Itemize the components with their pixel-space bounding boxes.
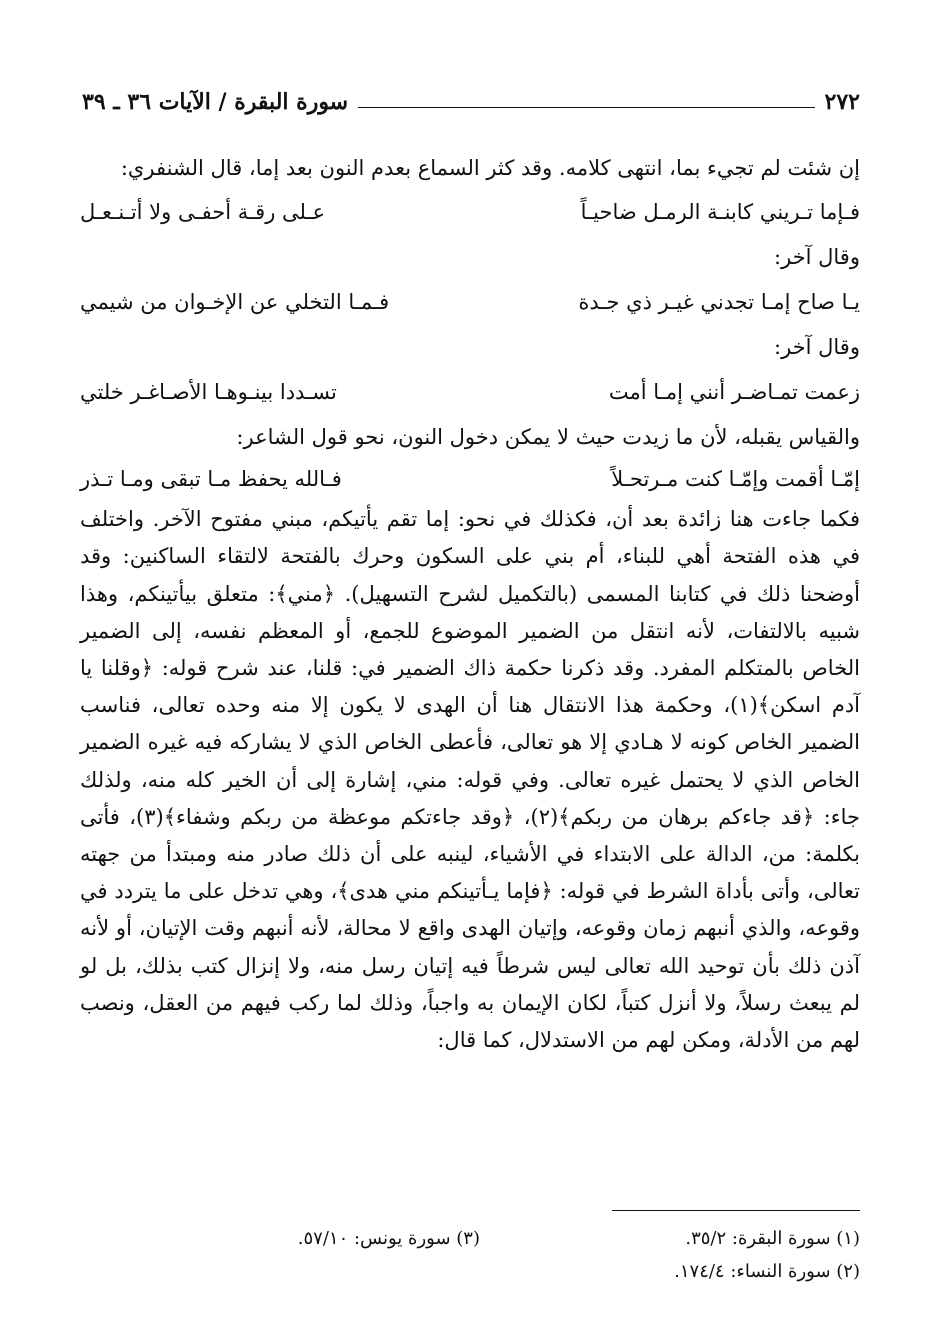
verse-3-first-hemistich: زعمت تمـاضـر أنني إمـا أمت [608,379,860,404]
paragraph-1: إن شئت لم تجيء بما، انتهى كلامه. وقد كثر السماع بعدم النون بعد إما، قال الشنفري: [120,156,860,180]
footnote-3: (٣) سورة يونس: ٥٧/١٠. [297,1228,480,1249]
verse-2-intro: وقال آخر: [774,245,860,270]
footnote-2: (٢) سورة النساء: ١٧٤/٤. [674,1261,860,1282]
paragraph-3: فكما جاءت هنا زائدة بعد أن، فكذلك في نحو: إما تقم يأتيكم، مبني مفتوح الآخر. واختلف في هذه الفتحة أهي للبناء، أم بني على السكون وحرك بالفتحة لالتقاء الساكنين: وقد أوضحنا ذلك في كتابنا المسمى (بالتكميل لشرح التسهيل). ﴿مني﴾: متعلق بيأتينكم، وهذا شبيه بالالتفات، لأنه انتقل من الضمير الموضوع للجمع، أو المعظم نفسه، إلى الضمير الخاص بالمتكلم المفرد. وقد ذكرنا حكمة ذاك الضمير في: قلنا، عند شرح قوله: ﴿وقلنا يا آدم اسكن﴾(١)، وحكمة هذا الانتقال هنا أن الهدى لا يكون إلا منه وحده تعالى، فناسب الضمير الخاص كونه لا هـادي إلا هو تعالى، فأعطى الخاص الذي لا يشاركه فيه غيره الضمير الخاص الذي لا يحتمل غيره تعالى. وفي قوله: مني، إشارة إلى أن الخير كله منه، ولذلك جاء: ﴿قد جاءكم برهان من ربكم﴾(٢)، ﴿وقد جاءتكم موعظة من ربكم وشفاء﴾(٣)، فأتى بكلمة: من، الدالة على الابتداء في الأشياء، لينبه على أن ذلك صادر منه ومبتدأ من جهته تعالى، وأتى بأداة الشرط في قوله: ﴿فإما يـأتينكم مني هدى﴾، وهي تدخل على ما يتردد في وقوعه، والذي أنبهم زمان وقوعه، وإتيان الهدى واقع لا محالة، لأنه أنبهم وقت الإتيان، أو لأنه آذن ذلك بأن توحيد الله تعالى ليس شرطاً فيه إتيان رسل منه، ولا إنزال كتب بذلك، بل لو لم يبعث رسلاً، ولا أنزل كتباً، لكان الإيمان به واجباً، وذلك لما ركب فيهم من العقل، ونصب لهم من الأدلة، ومكن لهم من الاستدلال، كما قال: [80,507,861,1053]
verse-2-second-hemistich: فـمـا التخلي عن الإخـوان من شيمي [80,289,390,314]
verse-3-intro: وقال آخر: [774,335,860,360]
verse-3-second-hemistich: تسـددا بينـوهـا الأصـاغـر خلتي [80,379,337,404]
verse-2-first-hemistich: يـا صاح إمـا تجدني غيـر ذي جـدة [578,289,860,314]
footnote-1: (١) سورة البقرة: ٣٥/٢. [685,1228,860,1249]
verse-4-first-hemistich: إمّـا أقمت وإمّـا كنت مـرتحـلاً [611,466,860,491]
verse-1-first-hemistich: فـإما تـريني كابنـة الرمـل ضاحيـاً [580,199,860,224]
header-rule [358,107,814,108]
running-title: سورة البقرة / الآيات ٣٦ ـ ٣٩ [82,89,349,115]
footnote-row-2 [80,1255,860,1288]
page-number: ٢٧٢ [824,89,860,115]
footnote-rule [612,1210,860,1211]
verse-3 [80,367,860,417]
verse-4-second-hemistich: فـالله يحفظ مـا تبقى ومـا تـذر [80,466,342,491]
footnote-row-1 [80,1222,860,1255]
page-header [82,84,860,120]
main-text [80,150,860,1059]
verse-4 [80,457,860,501]
verse-2 [80,277,860,327]
verse-1-second-hemistich: عـلى رقـة أحفـى ولا أتـنـعـل [80,199,326,224]
paragraph-2: والقياس يقبله، لأن ما زيدت حيث لا يمكن دخول النون، نحو قول الشاعر: [236,425,860,450]
footnotes [80,1222,860,1288]
verse-1 [80,187,860,237]
